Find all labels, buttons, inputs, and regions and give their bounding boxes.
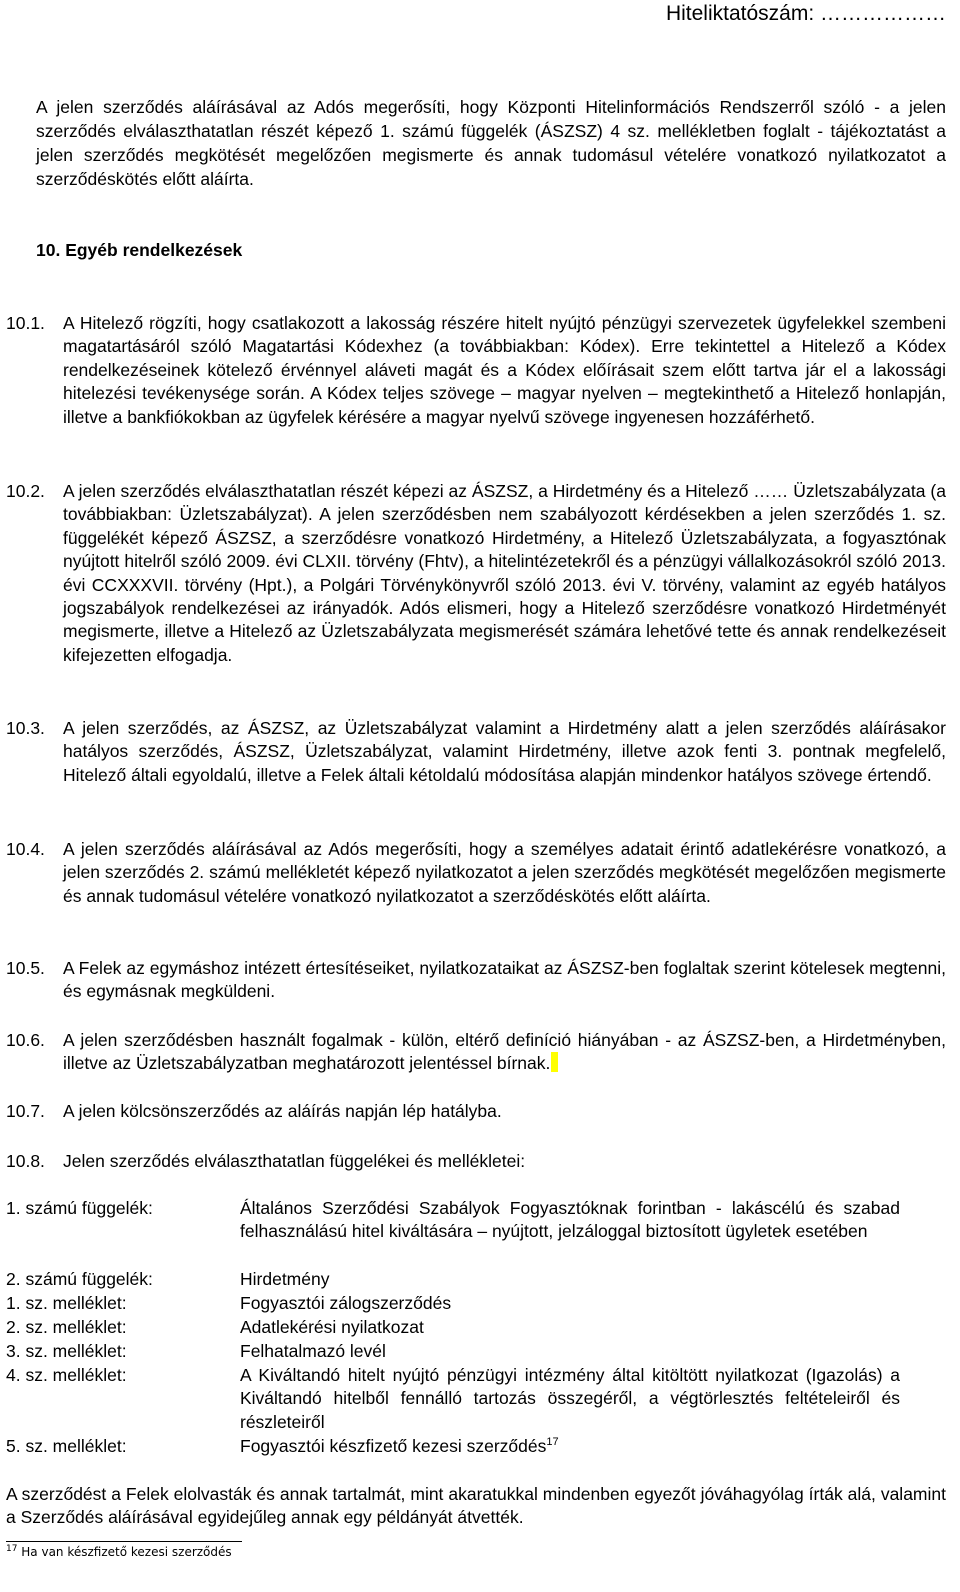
clause-10-4 — [6, 838, 946, 908]
annex-label: 5. sz. melléklet: — [6, 1436, 127, 1456]
clause-number: 10.2. — [6, 481, 45, 501]
clause-text: A jelen kölcsönszerződés az aláírás napján lép hatályba. — [63, 1101, 502, 1121]
footnote-number: 17 — [6, 1544, 18, 1554]
clause-text: A jelen szerződés aláírásával az Adós megerősíti, hogy a személyes adatait érintő adatlekérésre vonatkozó, a jelen szerződés 2. számú mellékletét képező nyilatkozatot a jelen szerződés megkötését megelőzően megismerte és annak tudomásul vételére vonatkozó nyilatkozatot a szerződéskötés előtt aláírta. — [63, 839, 946, 906]
annex-label: 3. sz. melléklet: — [6, 1341, 127, 1361]
clause-10-2 — [6, 480, 946, 667]
clause-number: 10.6. — [6, 1030, 45, 1050]
annex-value: Felhatalmazó levél — [240, 1341, 386, 1361]
clause-10-1 — [6, 312, 946, 429]
footnote-text: Ha van készfizető kezesi szerződés — [21, 1545, 232, 1559]
annex-row — [6, 1197, 946, 1244]
clause-number: 10.8. — [6, 1151, 45, 1171]
clause-text: Jelen szerződés elválaszthatatlan függelékei és mellékletei: — [63, 1151, 526, 1171]
footnote-divider — [6, 1541, 242, 1542]
footnote-reference[interactable]: 17 — [546, 1436, 559, 1448]
annex-row — [6, 1268, 946, 1291]
footnote — [6, 1545, 232, 1559]
clause-number: 10.3. — [6, 718, 45, 738]
annex-value: Általános Szerződési Szabályok Fogyasztóknak forintban - lakáscélú és szabad felhasználású hitel kiváltására – nyújtott, jelzáloggal biztosított ügyletek esetében — [240, 1198, 900, 1242]
clause-number: 10.5. — [6, 958, 45, 978]
annex-row — [6, 1316, 946, 1339]
annex-row — [6, 1435, 946, 1458]
annex-label: 2. sz. melléklet: — [6, 1317, 127, 1337]
clause-text: A Hitelező rögzíti, hogy csatlakozott a lakosság részére hitelt nyújtó pénzügyi szervezetek ügyfelekkel szembeni magatartásáról szóló Magatartási Kódexhez (a továbbiakban: Kódex). Erre tekintettel a Hitelező a Kódex rendelkezéseinek kötelező érvénnyel aláveti magát és a Kódex előírásait szem előtt tartva jár el a lakossági hitelezési tevékenysége során. A Kódex teljes szövege – magyar nyelven – megtekinthető a Hitelező honlapján, illetve a bankfiókokban az ügyfelek kérésére a magyar nyelvű szövege ingyenesen hozzáférhető. — [63, 313, 946, 427]
annex-value: Fogyasztói készfizető kezesi szerződés — [240, 1436, 547, 1456]
highlight-marker — [551, 1052, 558, 1072]
page-header-loan-number: Hiteliktatószám: ……………… — [665, 2, 946, 25]
annex-row — [6, 1340, 946, 1363]
clause-text: A jelen szerződés, az ÁSZSZ, az Üzletszabályzat valamint a Hirdetmény alatt a jelen szerződés aláírásakor hatályos szerződés, ÁSZSZ, Üzletszabályzat, valamint Hirdetmény, illetve azok fenti 3. pontnak megfelelő, Hitelező általi egyoldalú, illetve a Felek általi kétoldalú módosítása alapján mindenkor hatályos szövege értendő. — [63, 718, 946, 785]
clause-10-6 — [6, 1029, 946, 1076]
clause-text: A jelen szerződés elválaszthatatlan részét képezi az ÁSZSZ, a Hirdetmény és a Hitelező …… Üzletszabályzata (a továbbiakban: Üzletszabályzat). A jelen szerződésben nem szabályozott kérdésekben a jelen szerződés 1. sz. függelékét képező ÁSZSZ, a szerződésre vonatkozó Hirdetmény, a Hitelező Üzletszabályzata, a fogyasztónak nyújtott hitelről szóló 2009. évi CLXII. törvény (Fhtv), a hitelintézetekről és a pénzügyi vállalkozásokról szóló 2013. évi CCXXXVII. törvény (Hpt.), a Polgári Törvénykönyvről szóló 2013. évi V. törvény, valamint az egyéb hatályos jogszabályok rendelkezései az irányadók. Adós elismeri, hogy a Hitelező szerződésre vonatkozó Hirdetményét megismerte, illetve a Hitelező az Üzletszabályzata megismerését számára lehetővé tette és annak rendelkezéseit kifejezetten elfogadja. — [63, 481, 946, 665]
closing-paragraph: A szerződést a Felek elolvasták és annak tartalmát, mint akaratukkal mindenben egyezőt jóváhagyólag írták alá, valamint a Szerződés aláírásával egyidejűleg annak egy példányát átvették. — [6, 1484, 946, 1528]
intro-paragraph: A jelen szerződés aláírásával az Adós megerősíti, hogy Központi Hitelinformációs Rendszerről szóló - a jelen szerződés elválaszthatatlan részét képező 1. számú függelék (ÁSZSZ) 4 sz. mellékletben foglalt - tájékoztatást a jelen szerződés megkötését megelőzően megismerte és annak tudomásul vételére vonatkozó nyilatkozatot a szerződéskötés előtt aláírta. — [36, 97, 946, 189]
clause-10-5 — [6, 957, 946, 1004]
annex-value: Adatlekérési nyilatkozat — [240, 1317, 424, 1337]
clause-10-8 — [6, 1150, 946, 1173]
annex-row — [6, 1292, 946, 1315]
annex-row — [6, 1364, 946, 1434]
annex-value: A Kiváltandó hitelt nyújtó pénzügyi intézmény által kitöltött nyilatkozat (Igazolás) a Kiváltandó hitelből fennálló tartozás összegéről, a végtörlesztés feltételeiről és részleteiről — [240, 1365, 900, 1432]
section-title: 10. Egyéb rendelkezések — [36, 240, 243, 260]
annex-label: 4. sz. melléklet: — [6, 1365, 127, 1385]
clause-text: A jelen szerződésben használt fogalmak - külön, eltérő definíció hiányában - az ÁSZSZ-ben, a Hirdetményben, illetve az Üzletszabályzatban meghatározott jelentéssel bírnak. — [63, 1030, 946, 1074]
clause-10-3 — [6, 717, 946, 787]
clause-10-7 — [6, 1100, 946, 1123]
annex-value: Fogyasztói zálogszerződés — [240, 1293, 452, 1313]
annex-label: 1. számú függelék: — [6, 1198, 153, 1218]
clause-text: A Felek az egymáshoz intézett értesítéseiket, nyilatkozataikat az ÁSZSZ-ben foglaltak szerint kötelesek megtenni, és egymásnak megküldeni. — [63, 958, 946, 1002]
annex-label: 1. sz. melléklet: — [6, 1293, 127, 1313]
annex-value: Hirdetmény — [240, 1269, 330, 1289]
annex-label: 2. számú függelék: — [6, 1269, 153, 1289]
clause-number: 10.1. — [6, 313, 45, 333]
clause-number: 10.4. — [6, 839, 45, 859]
clause-number: 10.7. — [6, 1101, 45, 1121]
